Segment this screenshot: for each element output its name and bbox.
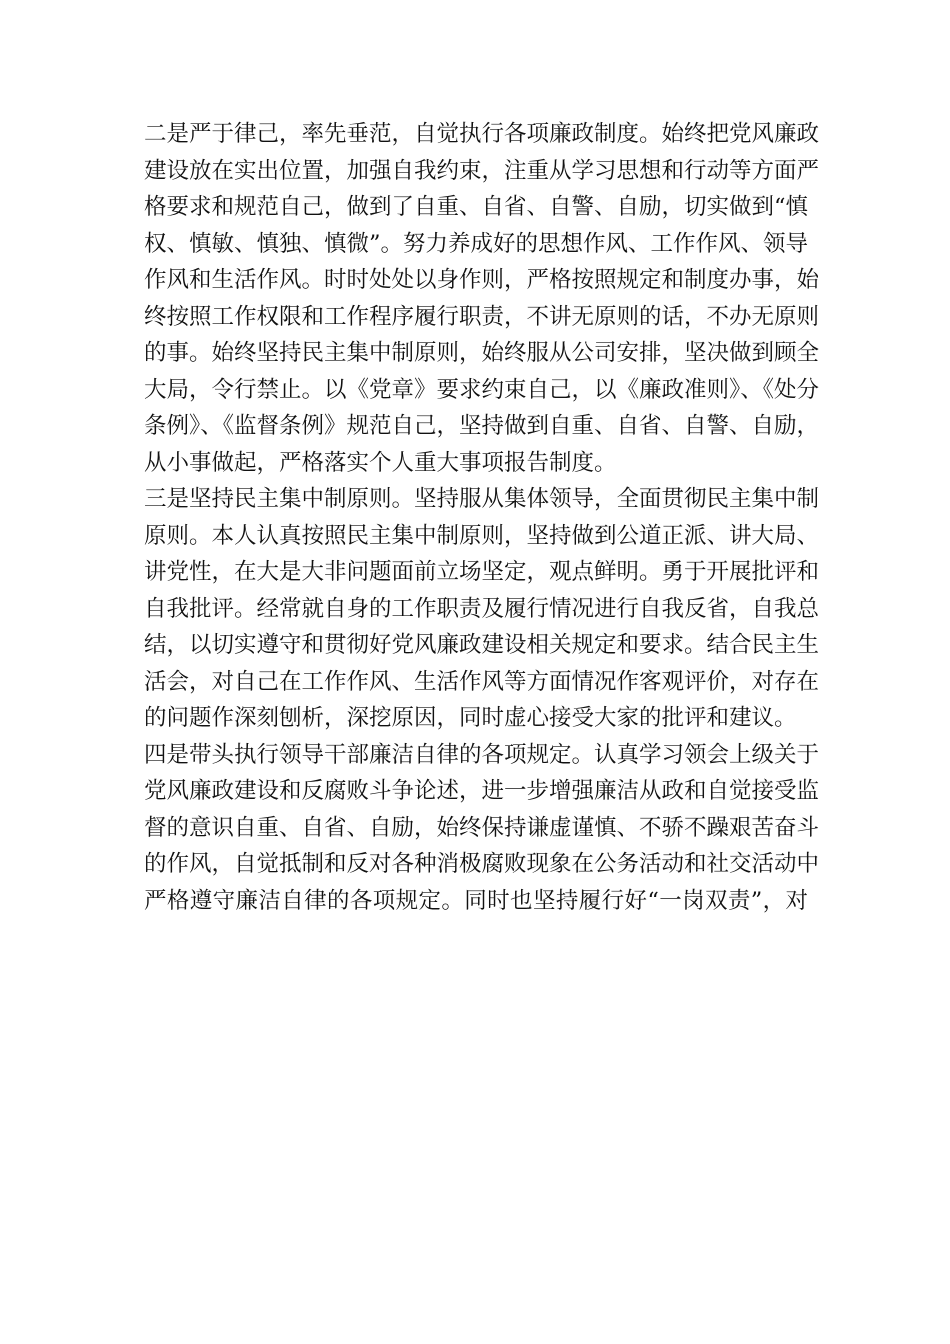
- text-line: 大局，令行禁止。以《党章》要求约束自己，以《廉政准则》、《处分: [144, 376, 820, 403]
- paragraph-4: [144, 737, 820, 920]
- text-line: 建设放在实出位置，加强自我约束，注重从学习思想和行动等方面严: [144, 157, 820, 184]
- text-line: 严格遵守廉洁自律的各项规定。同时也坚持履行好“一岗双责”，对: [144, 887, 808, 914]
- text-line: 格要求和规范自己，做到了自重、自省、自警、自励，切实做到“慎: [144, 194, 809, 220]
- text-line: 结，以切实遵守和贯彻好党风廉政建设相关规定和要求。结合民主生: [144, 632, 820, 658]
- text-line: 督的意识自重、自省、自励，始终保持谦虚谨慎、不骄不躁艰苦奋斗: [144, 814, 820, 841]
- document-body: [144, 116, 820, 919]
- text-line: 的事。始终坚持民主集中制原则，始终服从公司安排，坚决做到顾全: [144, 340, 820, 366]
- text-line: 二是严于律己，率先垂范，自觉执行各项廉政制度。始终把党风廉政: [144, 121, 820, 147]
- text-line: 三是坚持民主集中制原则。坚持服从集体领导，全面贯彻民主集中制: [144, 486, 820, 512]
- text-line: 从小事做起，严格落实个人重大事项报告制度。: [144, 449, 617, 476]
- paragraph-2: [144, 116, 820, 481]
- text-line: 的作风，自觉抵制和反对各种消极腐败现象在公务活动和社交活动中: [144, 851, 820, 877]
- text-line: 自我批评。经常就自身的工作职责及履行情况进行自我反省，自我总: [144, 595, 820, 622]
- text-line: 四是带头执行领导干部廉洁自律的各项规定。认真学习领会上级关于: [144, 741, 820, 768]
- text-line: 终按照工作权限和工作程序履行职责，不讲无原则的话，不办无原则: [144, 303, 820, 330]
- text-line: 条例》、《监督条例》规范自己，坚持做到自重、自省、自警、自励，: [144, 413, 820, 439]
- text-line: 讲党性，在大是大非问题面前立场坚定，观点鲜明。勇于开展批评和: [144, 559, 820, 585]
- text-line: 的问题作深刻刨析，深挖原因，同时虚心接受大家的批评和建议。: [144, 705, 797, 731]
- text-line: 党风廉政建设和反腐败斗争论述，进一步增强廉洁从政和自觉接受监: [144, 778, 820, 804]
- text-line: 活会，对自己在工作作风、生活作风等方面情况作客观评价，对存在: [144, 668, 820, 695]
- text-line: 作风和生活作风。时时处处以身作则，严格按照规定和制度办事，始: [144, 267, 820, 293]
- text-line: 原则。本人认真按照民主集中制原则，坚持做到公道正派、讲大局、: [144, 522, 820, 549]
- paragraph-3: [144, 481, 820, 737]
- text-line: 权、慎敏、慎独、慎微”。努力养成好的思想作风、工作作风、领导: [144, 230, 809, 257]
